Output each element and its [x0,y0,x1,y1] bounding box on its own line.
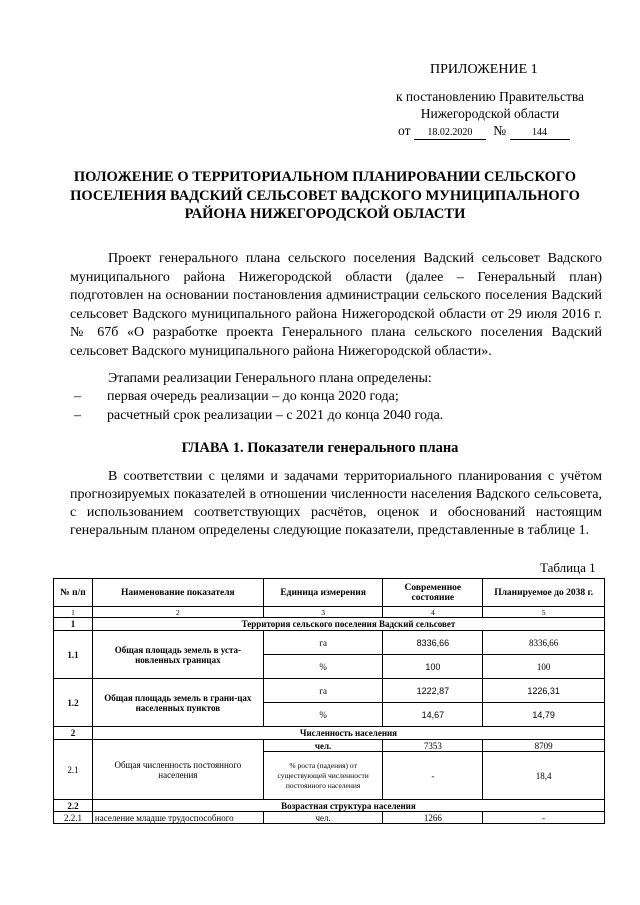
resolution-date: 18.02.2020 [414,127,486,140]
number-prefix: № [493,123,507,138]
section-num: 1 [54,618,93,631]
row-num: 1.2 [54,679,93,727]
intro-paragraph: Проект генерального плана сельского поселения Вадский сельсовет Вадского муниципального района Нижегородской области (далее – Генеральный план) подготовлен на основании постановления администрации сельского поселения Вадский сельсовет Вадского муниципального района Нижегородской области от 29 июля 2016 г. № 67б «О разработке проекта Генерального плана сельского поселения Вадский сельсовет Вадского муниципального района Нижегородской области». [70,251,602,359]
row-planned: 100 [483,655,605,679]
column-number: 3 [263,607,383,618]
resolution-date-line [398,123,570,140]
row-num: 1.1 [54,631,93,679]
row-current: 8336,66 [383,631,483,655]
row-current: - [383,752,483,800]
row-unit: % роста (падения) от существующей численности постоянного населения [263,752,383,800]
row-num: 2.2.1 [54,812,93,824]
section-title: Численность населения [92,727,604,740]
header-num: № п/п [54,579,93,607]
row-unit: чел. [263,812,383,824]
column-number: 5 [483,607,605,618]
row-current: 7353 [383,740,483,752]
row-current: 1266 [383,812,483,824]
header-name: Наименование показателя [92,579,263,607]
row-planned: 18,4 [483,752,605,800]
section-title: Возрастная структура населения [92,800,604,812]
resolution-line-1: к постановлению Правительства [395,89,585,104]
resolution-number: 144 [510,127,570,140]
chapter-heading: ГЛАВА 1. Показатели генерального плана [181,440,459,456]
table-label: Таблица 1 [540,560,596,575]
header-current: Современное состояние [383,579,483,607]
table-row [54,812,605,824]
resolution-line-2: Нижегородской области [420,106,560,121]
stage-text: первая очередь реализации – до конца 2020 года; [107,389,399,404]
dash-bullet: – [74,408,81,423]
dash-bullet: – [74,389,81,404]
table-header-row [54,579,605,607]
date-prefix: от [398,123,411,138]
section-num: 2 [54,727,93,740]
stage-text: расчетный срок реализации – с 2021 до конца 2040 года. [107,408,444,423]
row-unit: % [263,655,383,679]
stages-intro: Этапами реализации Генерального плана определены: [108,371,432,386]
section-row [54,800,605,812]
column-number: 1 [54,607,93,618]
row-name: население младше трудоспособного [92,812,263,824]
stage-item [74,408,444,424]
row-name: Общая численность постоянного населения [92,740,263,800]
indicators-table [53,578,605,824]
document-title: ПОЛОЖЕНИЕ О ТЕРРИТОРИАЛЬНОМ ПЛАНИРОВАНИИ СЕЛЬСКОГО ПОСЕЛЕНИЯ ВАДСКИЙ СЕЛЬСОВЕТ ВАДСКОГО МУНИЦИПАЛЬНОГО РАЙОНА НИЖЕГОРОДСКОЙ ОБЛАСТИ [70,169,580,222]
row-unit: % [263,703,383,727]
row-unit: чел. [263,740,383,752]
row-current: 14,67 [383,703,483,727]
row-name: Общая площадь земель в грани-цах населенных пунктов [92,679,263,727]
column-number: 4 [383,607,483,618]
row-planned: 8336,66 [483,631,605,655]
row-num: 2.1 [54,740,93,800]
row-planned: 1226,31 [483,679,605,703]
table-row [54,631,605,655]
section-row [54,618,605,631]
row-unit: га [263,631,383,655]
row-name: Общая площадь земель в уста-новленных границах [92,631,263,679]
appendix-label: ПРИЛОЖЕНИЕ 1 [430,62,538,77]
column-number-row [54,607,605,618]
row-current: 1222,87 [383,679,483,703]
row-planned: 8709 [483,740,605,752]
row-planned: 14,79 [483,703,605,727]
row-unit: га [263,679,383,703]
stage-item [74,389,399,405]
section-num: 2.2 [54,800,93,812]
header-unit: Единица измерения [263,579,383,607]
resolution-reference [385,88,595,122]
section-title: Территория сельского поселения Вадский сельсовет [92,618,604,631]
row-planned: - [483,812,605,824]
chapter-paragraph: В соответствии с целями и задачами территориального планирования с учётом прогнозируемых показателей в отношении численности населения Вадского сельсовета, с использованием соответствующих расчётов, оценок и обоснований настоящим генеральным планом определены следующие показатели, представленные в таблице 1. [70,469,602,538]
header-planned: Планируемое до 2038 г. [483,579,605,607]
section-row [54,727,605,740]
column-number: 2 [92,607,263,618]
table-row [54,740,605,752]
table-row [54,679,605,703]
row-current: 100 [383,655,483,679]
